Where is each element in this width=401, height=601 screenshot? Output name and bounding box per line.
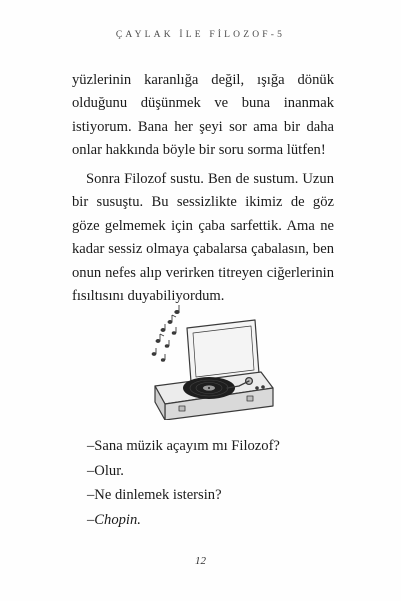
paragraph-2: Sonra Filozof sustu. Ben de sustum. Uzun bir susuştu. Bu sessizlikte ikimiz de göz göze gelmemek için çaba sarfettik. Ama ne kadar sessiz olmaya çabalarsa çabalasın, ben onun nefes alıp verirken titreyen ciğerlerinin fısıltısını duyabiliyordum.: [72, 171, 334, 305]
record-player-icon: [143, 302, 278, 420]
music-notes-icon: [152, 305, 179, 361]
dialog-list: [87, 434, 280, 532]
dialog-line: –Olur.: [87, 462, 124, 479]
page-number: 12: [195, 555, 206, 567]
dialog-line: –Chopin.: [87, 511, 141, 528]
dialog-line: –Sana müzik açayım mı Filozof?: [87, 438, 280, 454]
running-head: ÇAYLAK İLE FİLOZOF-5: [115, 30, 286, 40]
dialog-line: –Ne dinlemek istersin?: [87, 487, 222, 504]
paragraph-1: yüzlerinin karanlığa değil, ışığa dönük olduğunu düşünmek ve buna inanmak istiyorum. Bana her şeyi sor ama bir daha onlar hakkında böyle bir soru sorma lütfen!: [72, 72, 334, 159]
